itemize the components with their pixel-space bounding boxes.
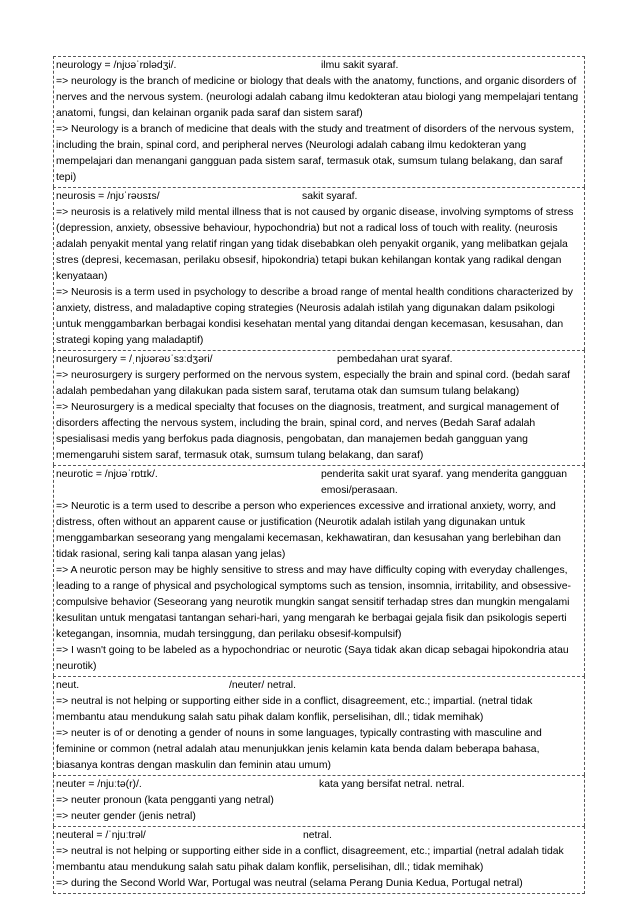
entry-example-line: => neutral is not helping or supporting either side in a conflict, disagreement, etc.; impartial. (netral tidak membantu atau mendukung salah satu pihak dalam konflik, perselisihan, dll.; tidak memihak) xyxy=(56,696,533,723)
entry-example-line: => neurology is the branch of medicine or biology that deals with the anatomy, functions, and organic disorders of nerves and the nervous system. (neurologi adalah cabang ilmu kedokteran atau biologi yang mempelajari tentang anatomi, fungsi, dan kelainan organik pada saraf dan sistem saraf) xyxy=(56,76,579,119)
entry-example-line: => neuter pronoun (kata pengganti yang netral) xyxy=(56,795,274,806)
entry-term: neurology = /njʊəˈrɒlədʒi/. xyxy=(56,60,177,71)
entry-example-line: => neuter gender (jenis netral) xyxy=(56,811,196,822)
entry-example-line: => during the Second World War, Portugal was neutral (selama Perang Dunia Kedua, Portugal netral) xyxy=(56,878,523,889)
entry-term: neuteral = /ˈnjuːtrəl/ xyxy=(56,830,146,841)
entry-headword-line xyxy=(56,678,582,694)
entry-headword-line xyxy=(56,189,582,205)
entry-term: neuter = /njuːtə(r)/. xyxy=(56,779,142,790)
entry-example-line: => neuter is of or denoting a gender of nouns in some languages, typically contrasting with masculine and feminine or common (netral adalah atau menunjukkan jenis kelamin kata benda dalam beberapa bahasa, biasanya kontras dengan maskulin dan feminin atau umum) xyxy=(56,728,542,771)
entry-meaning: sakit syaraf. xyxy=(302,191,358,202)
entry-meaning: pembedahan urat syaraf. xyxy=(337,354,453,365)
entry-example-line: => Neurosurgery is a medical specialty that focuses on the diagnosis, treatment, and surgical management of disorders affecting the nervous system, including the brain, spinal cord, and nerves (Bedah Saraf adalah spesialisasi medis yang berfokus pada diagnosis, pengobatan, dan manajemen bedah gangguan yang memengaruhi sistem saraf, termasuk otak, sumsum tulang belakang, dan saraf) xyxy=(56,402,560,461)
entry-example-line: => Neurotic is a term used to describe a person who experiences excessive and irrational anxiety, worry, and distress, often without an apparent cause or justification (Neurotik adalah istilah yang digunakan untuk menggambarkan seseorang yang mengalami kecemasan, kekhawatiran, dan kesusahan yang berlebihan dan tidak rasional, sering kali tanpa alasan yang jelas) xyxy=(56,501,561,560)
entry-term: neurotic = /njʊəˈrɒtɪk/. xyxy=(56,469,158,480)
entry-meaning: netral. xyxy=(303,830,332,841)
entry-term: neurosis = /njʊˈrəʊsɪs/ xyxy=(56,191,160,202)
entry-meaning: kata yang bersifat netral. netral. xyxy=(319,779,465,790)
dictionary-entry xyxy=(53,676,585,775)
entry-example-line: => A neurotic person may be highly sensitive to stress and may have difficulty coping with everyday challenges, leading to a range of physical and psychological symptoms such as tension, insomnia, irritability, and obsessive-compulsive behavior (Seseorang yang neurotik mungkin sangat sensitif terhadap stres dan mungkin mengalami kesulitan untuk mengatasi tantangan sehari-hari, yang mengarah ke berbagai gejala fisik dan psikologis seperti ketegangan, insomnia, mudah tersinggung, dan perilaku obsesif-kompulsif) xyxy=(56,565,571,640)
dictionary-page xyxy=(53,56,585,894)
entry-example-line: => neurosurgery is surgery performed on the nervous system, especially the brain and spinal cord. (bedah saraf adalah pembedahan yang dilakukan pada sistem saraf, terutama otak dan sumsum tulang belakang) xyxy=(56,370,571,397)
dictionary-entry xyxy=(53,350,585,465)
entry-meaning: /neuter/ netral. xyxy=(229,680,297,691)
entry-example-line: => Neurosis is a term used in psychology to describe a broad range of mental health conditions characterized by anxiety, distress, and maladaptive coping strategies (Neurosis adalah istilah yang digunakan dalam psikologi untuk menggambarkan berbagai kondisi kesehatan mental yang ditandai dengan kecemasan, kesusahan, dan strategi koping yang maladaptif) xyxy=(56,287,573,346)
entry-example-line: => neutral is not helping or supporting either side in a conflict, disagreement, etc.; impartial (netral adalah tidak membantu atau mendukung salah satu pihak dalam konflik, perselisihan, dll.; tidak memihak) xyxy=(56,846,564,873)
entry-headword-line xyxy=(56,777,582,793)
entry-headword-line xyxy=(56,352,582,368)
entry-example-line: => I wasn't going to be labeled as a hypochondriac or neurotic (Saya tidak akan dicap sebagai hipokondria atau neurotik) xyxy=(56,645,569,672)
entry-example-line: => neurosis is a relatively mild mental illness that is not caused by organic disease, involving symptoms of stress (depression, anxiety, obsessive behaviour, hypochondria) but not a radical loss of touch with reality. (neurosis adalah penyakit mental yang relatif ringan yang tidak disebabkan oleh penyakit organik, yang melibatkan gejala stres (depresi, kecemasan, perilaku obsesif, hipokondria) tetapi bukan kehilangan kontak yang radikal dengan kenyataan) xyxy=(56,207,574,282)
dictionary-entry xyxy=(53,775,585,826)
entry-term: neut. xyxy=(56,680,80,691)
entry-example-line: => Neurology is a branch of medicine that deals with the study and treatment of disorders of the nervous system, including the brain, spinal cord, and peripheral nerves (Neurologi adalah cabang ilmu kedokteran yang mempelajari dan menangani gangguan pada sistem saraf, termasuk otak, sumsum tulang belakang, dan saraf tepi) xyxy=(56,124,575,183)
entry-meaning: penderita sakit urat syaraf. yang menderita gangguan emosi/perasaan. xyxy=(321,469,568,496)
entry-headword-line xyxy=(56,467,582,499)
dictionary-entry xyxy=(53,465,585,676)
dictionary-entry xyxy=(53,187,585,350)
entry-term: neurosurgery = /ˌnjʊərəʊˈsɜːdʒəri/ xyxy=(56,354,213,365)
dictionary-entry xyxy=(53,826,585,894)
dictionary-entry xyxy=(53,56,585,187)
entry-headword-line xyxy=(56,828,582,844)
entry-meaning: ilmu sakit syaraf. xyxy=(321,60,399,71)
entry-headword-line xyxy=(56,58,582,74)
